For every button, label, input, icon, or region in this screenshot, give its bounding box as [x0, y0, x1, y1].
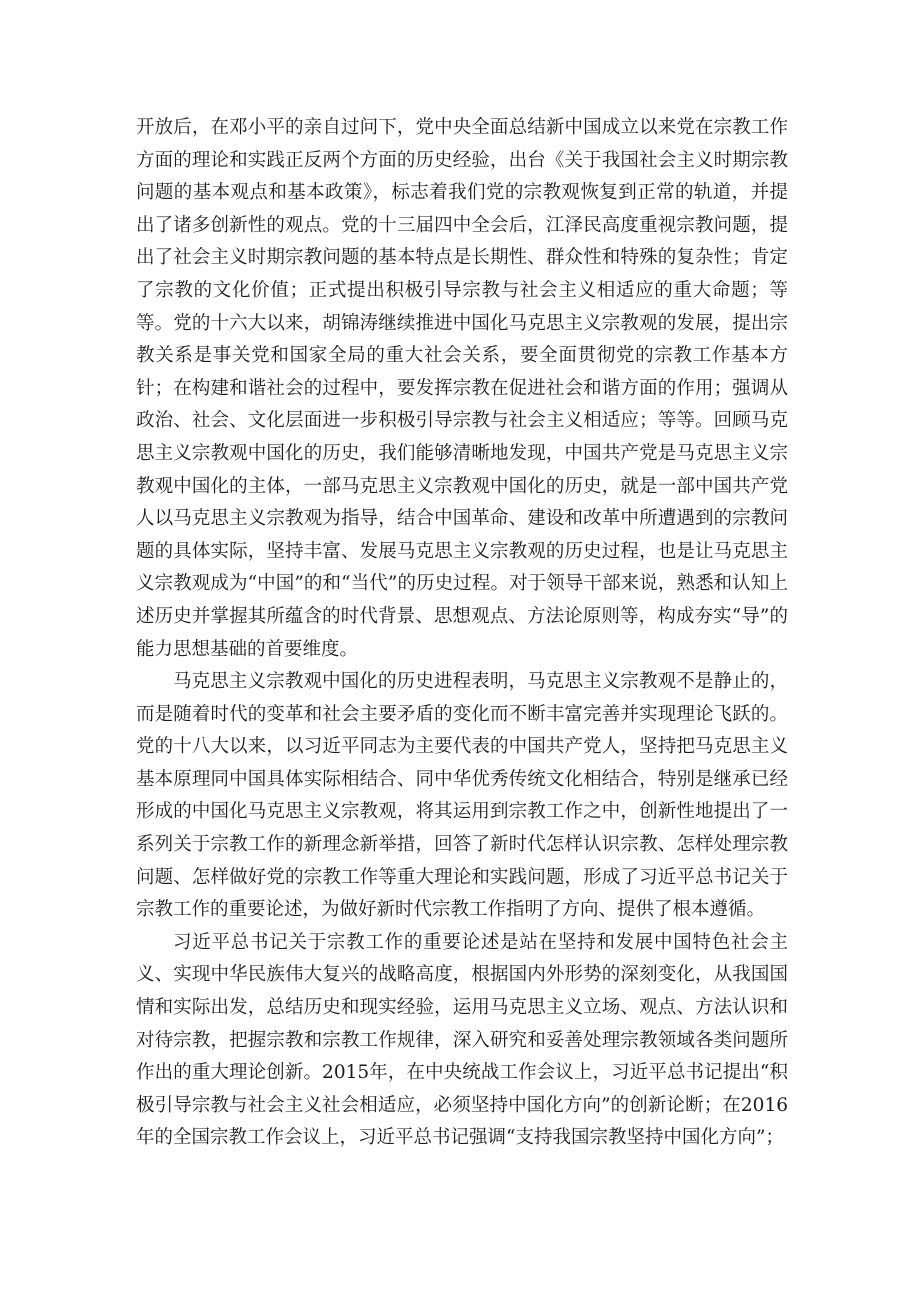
paragraph-1: 开放后，在邓小平的亲自过问下，党中央全面总结新中国成立以来党在宗教工作方面的理论和实践正反两个方面的历史经验，出台《关于我国社会主义时期宗教问题的基本观点和基本政策》，标志着我们党的宗教观恢复到正常的轨道，并提出了诸多创新性的观点。党的十三届四中全会后，江泽民高度重视宗教问题，提出了社会主义时期宗教问题的基本特点是长期性、群众性和特殊的复杂性；肯定了宗教的文化价值；正式提出积极引导宗教与社会主义相适应的重大命题；等等。党的十六大以来，胡锦涛继续推进中国化马克思主义宗教观的发展，提出宗教关系是事关党和国家全局的重大社会关系，要全面贯彻党的宗教工作基本方针；在构建和谐社会的过程中，要发挥宗教在促进社会和谐方面的作用；强调从政治、社会、文化层面进一步积极引导宗教与社会主义相适应；等等。回顾马克思主义宗教观中国化的历史，我们能够清晰地发现，中国共产党是马克思主义宗教观中国化的主体，一部马克思主义宗教观中国化的历史，就是一部中国共产党人以马克思主义宗教观为指导，结合中国革命、建设和改革中所遭遇到的宗教问题的具体实际，坚持丰富、发展马克思主义宗教观的历史过程，也是让马克思主义宗教观成为“中国”的和“当代”的历史过程。对于领导干部来说，熟悉和认知上述历史并掌握其所蕴含的时代背景、思想观点、方法论原则等，构成夯实“导”的能力思想基础的首要维度。 [136, 117, 788, 660]
paragraph-2: 马克思主义宗教观中国化的历史进程表明，马克思主义宗教观不是静止的，而是随着时代的变革和社会主要矛盾的变化而不断丰富完善并实现理论飞跃的。党的十八大以来，以习近平同志为主要代表的中国共产党人，坚持把马克思主义基本原理同中国具体实际相结合、同中华优秀传统文化相结合，特别是继承已经形成的中国化马克思主义宗教观，将其运用到宗教工作之中，创新性地提出了一系列关于宗教工作的新理念新举措，回答了新时代怎样认识宗教、怎样处理宗教问题、怎样做好党的宗教工作等重大理论和实践问题，形成了习近平总书记关于宗教工作的重要论述，为做好新时代宗教工作指明了方向、提供了根本遵循。 [136, 671, 788, 921]
paragraph-3: 习近平总书记关于宗教工作的重要论述是站在坚持和发展中国特色社会主义、实现中华民族伟大复兴的战略高度，根据国内外形势的深刻变化，从我国国情和实际出发，总结历史和现实经验，运用马克思主义立场、观点、方法认识和对待宗教，把握宗教和宗教工作规律，深入研究和妥善处理宗教领域各类问题所作出的重大理论创新。2015年，在中央统战工作会议上，习近平总书记提出“积极引导宗教与社会主义社会相适应，必须坚持中国化方向”的创新论断；在2016年的全国宗教工作会议上，习近平总书记强调“支持我国宗教坚持中国化方向”； [136, 931, 788, 1149]
document-body [136, 112, 788, 1155]
